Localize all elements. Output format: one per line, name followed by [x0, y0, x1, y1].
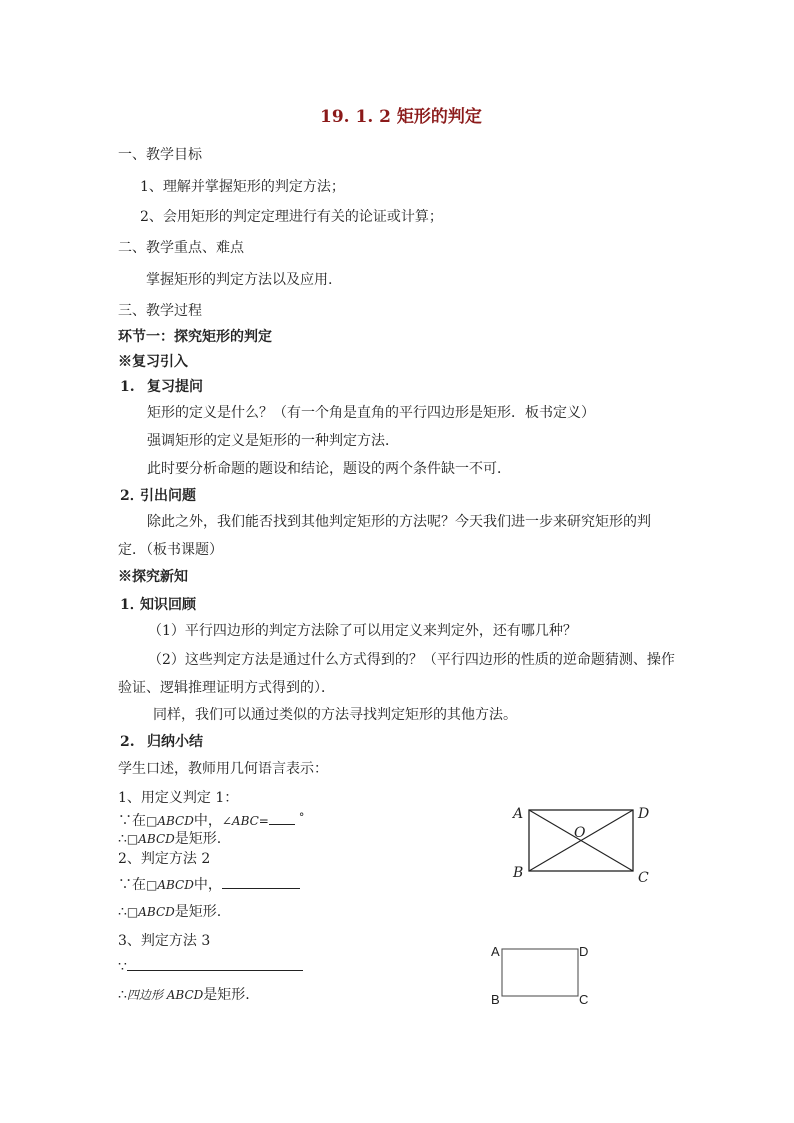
- text-fragment: 中，: [193, 877, 222, 893]
- because-symbol: ∵: [118, 959, 127, 975]
- rectangle-outline-plain: [502, 949, 578, 996]
- paragraph-line: 定．（板书课题）: [118, 542, 223, 558]
- text-fragment: 是矩形.: [203, 987, 250, 1003]
- item-title: 引出问题: [140, 488, 196, 504]
- vertex-label-a: A: [491, 944, 500, 959]
- parallelogram-label: □ABCD: [146, 878, 194, 892]
- paragraph-line: 强调矩形的定义是矩形的一种判定方法．: [147, 433, 399, 449]
- objective-item: 2、会用矩形的判定定理进行有关的论证或计算；: [140, 209, 443, 225]
- item-number: 2.: [120, 734, 135, 750]
- paragraph-line: 此时要分析命题的题设和结论，题设的两个条件缺一不可．: [147, 461, 511, 477]
- paragraph-line: 验证、逻辑推理证明方式得到的）．: [118, 680, 335, 696]
- therefore-symbol: ∴: [118, 904, 127, 920]
- method-title: 1、用定义判定 1：: [118, 790, 239, 806]
- vertex-label-c: C: [579, 992, 589, 1007]
- therefore-symbol: ∴: [118, 831, 127, 847]
- vertex-label-a: A: [513, 806, 524, 822]
- text-fragment: 是矩形.: [174, 904, 222, 920]
- method-title: 3、判定方法 3: [118, 933, 211, 949]
- vertex-label-d: D: [638, 806, 650, 822]
- degree-symbol: °: [298, 811, 305, 824]
- paragraph-line: 矩形的定义是什么？（有一个角是直角的平行四边形是矩形．板书定义）: [147, 405, 595, 421]
- text-fragment: 中，: [193, 813, 222, 829]
- review-label: ※复习引入: [118, 354, 188, 370]
- quadrilateral-label: 四边形 ABCD: [126, 988, 204, 1002]
- link-heading: 环节一：探究矩形的判定: [118, 329, 272, 345]
- section-heading-objectives: 一、教学目标: [118, 147, 202, 163]
- vertex-label-d: D: [579, 944, 589, 959]
- parallelogram-label: □ABCD: [126, 832, 175, 846]
- therefore-symbol: ∴: [118, 987, 127, 1003]
- vertex-label-c: C: [638, 870, 649, 886]
- item-number: 2．: [120, 488, 144, 504]
- section-heading-key-points: 二、教学重点、难点: [118, 240, 244, 256]
- item-title: 知识回顾: [140, 597, 196, 613]
- item-title: 复习提问: [147, 379, 203, 395]
- paragraph-line: 同样，我们可以通过类似的方法寻找判定矩形的其他方法。: [153, 707, 517, 723]
- item-number: 1．: [120, 597, 144, 613]
- page-title: 19. 1. 2 矩形的判定: [320, 107, 482, 127]
- item-number: 1.: [120, 379, 135, 395]
- vertex-label-b: B: [513, 865, 524, 881]
- vertex-label-b: B: [491, 992, 500, 1007]
- because-symbol: ∵在: [118, 813, 146, 829]
- because-symbol: ∵在: [118, 877, 146, 893]
- center-label-o: O: [574, 825, 586, 841]
- item-title: 归纳小结: [147, 734, 203, 750]
- method-title: 2、判定方法 2: [118, 851, 211, 867]
- objective-item: 1、理解并掌握矩形的判定方法；: [140, 179, 345, 195]
- angle-label: ∠ABC=: [221, 814, 269, 828]
- paragraph-line: 除此之外，我们能否找到其他判定矩形的方法呢？今天我们进一步来研究矩形的判: [147, 514, 651, 530]
- parallelogram-label: □ABCD: [146, 814, 194, 828]
- section-heading-process: 三、教学过程: [118, 303, 202, 319]
- text-fragment: 是矩形.: [174, 831, 222, 847]
- paragraph-line: （1）平行四边形的判定方法除了可以用定义来判定外，还有哪几种？: [148, 623, 577, 639]
- explore-label: ※探究新知: [118, 569, 188, 585]
- key-points-body: 掌握矩形的判定方法以及应用.: [146, 272, 333, 288]
- paragraph-line: （2）这些判定方法是通过什么方式得到的？（平行四边形的性质的逆命题猜测、操作: [148, 652, 675, 668]
- paragraph-line: 学生口述，教师用几何语言表示：: [118, 761, 328, 777]
- parallelogram-label: □ABCD: [126, 905, 175, 919]
